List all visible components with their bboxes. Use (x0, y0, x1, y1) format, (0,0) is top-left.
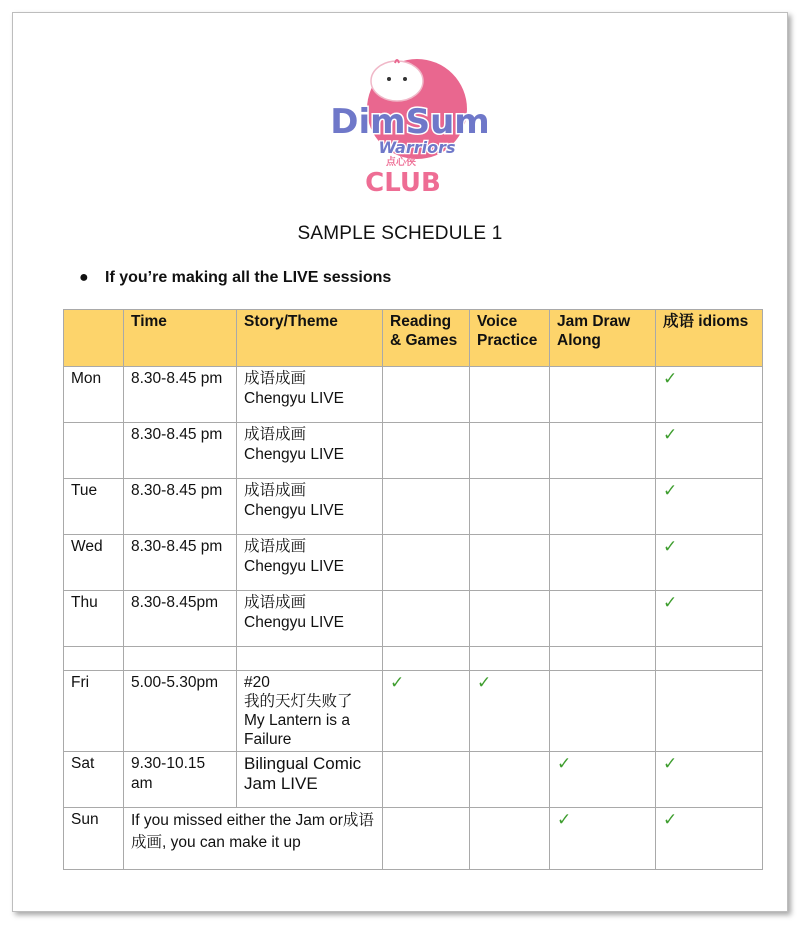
table-row (64, 671, 763, 752)
cell-time: 9.30-10.15 am (124, 752, 237, 808)
cell-theme (237, 535, 383, 591)
header-idioms: 成语 idioms (656, 310, 763, 367)
bullet-item (79, 269, 391, 287)
cell-idioms (656, 808, 763, 870)
checkmark-icon: ✓ (663, 537, 678, 556)
bullet-dot-icon: ● (79, 269, 89, 286)
cell-time: 8.30-8.45 pm (124, 367, 237, 423)
cell-voice (470, 752, 550, 808)
theme-line: Chengyu LIVE (244, 502, 344, 519)
cell-jam (550, 479, 656, 535)
table-spacer-row (64, 647, 763, 671)
cell-empty (64, 647, 124, 671)
table-row (64, 752, 763, 808)
cell-idioms (656, 591, 763, 647)
cell-empty (470, 647, 550, 671)
cell-theme: Bilingual Comic Jam LIVE (237, 752, 383, 808)
theme-line: 成语成画 (244, 482, 307, 499)
cell-jam (550, 671, 656, 752)
dumpling-mascot-icon (371, 61, 423, 101)
table-row (64, 591, 763, 647)
theme-line: 成语成画 (244, 594, 307, 611)
cell-time: 8.30-8.45pm (124, 591, 237, 647)
cell-jam (550, 752, 656, 808)
header-story-theme: Story/Theme (237, 310, 383, 367)
checkmark-icon: ✓ (663, 810, 678, 829)
cell-reading (383, 752, 470, 808)
cell-jam (550, 423, 656, 479)
theme-line: Chengyu LIVE (244, 390, 344, 407)
cell-idioms (656, 479, 763, 535)
theme-line: 成语成画 (244, 370, 307, 387)
cell-day: Fri (64, 671, 124, 752)
cell-idioms (656, 752, 763, 808)
cell-voice (470, 479, 550, 535)
table-header-row (64, 310, 763, 367)
cell-voice (470, 808, 550, 870)
theme-line: 我的天灯失败了 (244, 693, 353, 710)
cell-idioms (656, 367, 763, 423)
cell-day: Mon (64, 367, 124, 423)
cell-empty (656, 647, 763, 671)
cell-day: Sun (64, 808, 124, 870)
dimsum-warriors-club-logo (325, 51, 495, 201)
header-reading-games: Reading & Games (383, 310, 470, 367)
cell-voice (470, 671, 550, 752)
cell-empty (383, 647, 470, 671)
cell-time: 5.00-5.30pm (124, 671, 237, 752)
page-title: SAMPLE SCHEDULE 1 (297, 223, 503, 244)
logo-brand-line2: Warriors (378, 138, 456, 157)
cell-day (64, 423, 124, 479)
checkmark-icon: ✓ (477, 673, 492, 692)
checkmark-icon: ✓ (663, 754, 678, 773)
theme-line: #20 (244, 674, 270, 691)
checkmark-icon: ✓ (663, 369, 678, 388)
document-page (12, 12, 788, 912)
cell-reading (383, 671, 470, 752)
cell-jam (550, 535, 656, 591)
cell-day: Tue (64, 479, 124, 535)
table-row (64, 808, 763, 870)
cell-reading (383, 591, 470, 647)
checkmark-icon: ✓ (557, 754, 572, 773)
cell-theme (237, 367, 383, 423)
theme-line: 成语成画 (244, 538, 307, 555)
cell-voice (470, 423, 550, 479)
cell-voice (470, 367, 550, 423)
table-row (64, 479, 763, 535)
schedule-table (63, 309, 763, 870)
cell-idioms (656, 671, 763, 752)
cell-day: Sat (64, 752, 124, 808)
cell-time: 8.30-8.45 pm (124, 423, 237, 479)
header-time: Time (124, 310, 237, 367)
cell-voice (470, 591, 550, 647)
theme-line: My Lantern is a Failure (244, 712, 350, 748)
checkmark-icon: ✓ (663, 425, 678, 444)
theme-line: Chengyu LIVE (244, 614, 344, 631)
cell-time: 8.30-8.45 pm (124, 479, 237, 535)
cell-time: 8.30-8.45 pm (124, 535, 237, 591)
cell-reading (383, 367, 470, 423)
cell-empty (237, 647, 383, 671)
cell-empty (124, 647, 237, 671)
header-voice-practice: Voice Practice (470, 310, 550, 367)
cell-reading (383, 535, 470, 591)
logo-brand-chinese: 点心侠 (386, 157, 416, 168)
cell-jam (550, 808, 656, 870)
theme-line: 成语成画 (244, 426, 307, 443)
table-row (64, 535, 763, 591)
cell-idioms (656, 423, 763, 479)
cell-note: If you missed either the Jam or成语成画, you can make it up (124, 808, 383, 870)
cell-theme (237, 423, 383, 479)
theme-line: Chengyu LIVE (244, 446, 344, 463)
cell-reading (383, 808, 470, 870)
cell-jam (550, 591, 656, 647)
checkmark-icon: ✓ (663, 481, 678, 500)
cell-day: Wed (64, 535, 124, 591)
checkmark-icon: ✓ (557, 810, 572, 829)
bullet-text: If you’re making all the LIVE sessions (105, 269, 392, 286)
cell-empty (550, 647, 656, 671)
theme-line: Chengyu LIVE (244, 558, 344, 575)
table-row (64, 423, 763, 479)
header-jam-draw-along: Jam Draw Along (550, 310, 656, 367)
checkmark-icon: ✓ (390, 673, 405, 692)
cell-theme (237, 479, 383, 535)
cell-reading (383, 423, 470, 479)
checkmark-icon: ✓ (663, 593, 678, 612)
cell-theme (237, 671, 383, 752)
header-day (64, 310, 124, 367)
cell-voice (470, 535, 550, 591)
table-row (64, 367, 763, 423)
cell-idioms (656, 535, 763, 591)
cell-reading (383, 479, 470, 535)
cell-theme (237, 591, 383, 647)
cell-day: Thu (64, 591, 124, 647)
cell-jam (550, 367, 656, 423)
logo-brand-club: CLUB (365, 168, 441, 198)
logo-brand-line1: DimSum (330, 102, 490, 142)
